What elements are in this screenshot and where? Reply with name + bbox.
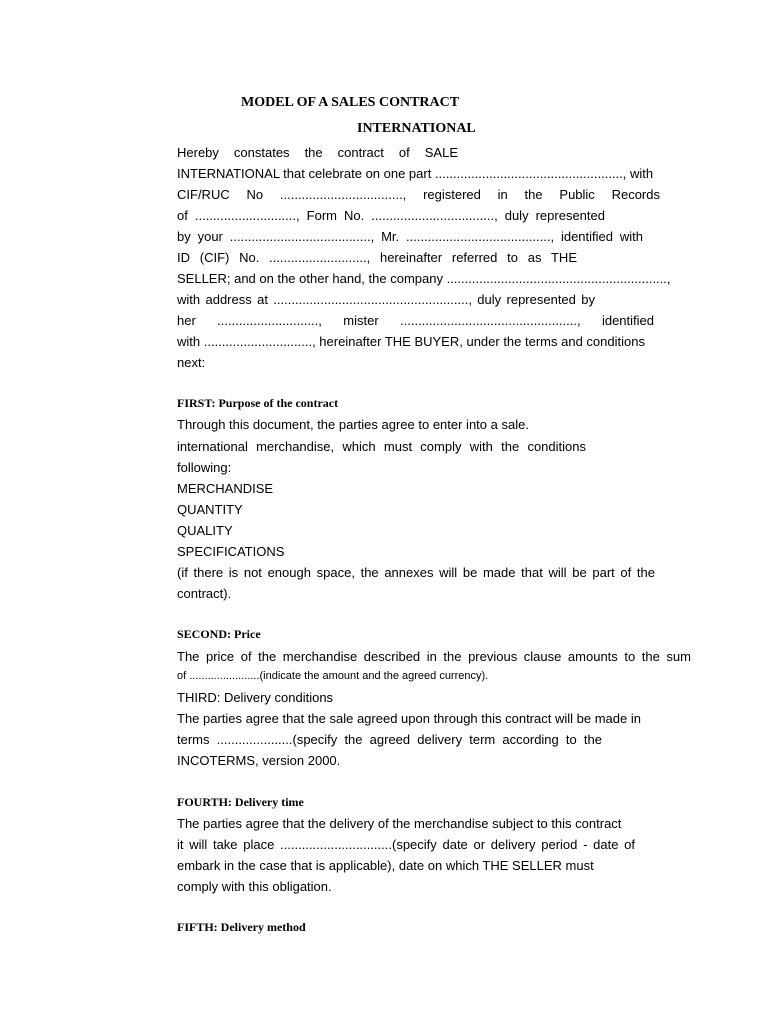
intro-line: CIF/RUC No .................................., registered in the Public Records [177,187,660,202]
document-title: MODEL OF A SALES CONTRACT [241,95,460,110]
section-line: contract). [177,586,232,601]
section-line: following: [177,460,232,475]
intro-line: INTERNATIONAL that celebrate on one part ...................................................., with [177,166,654,181]
section-heading-fourth: FOURTH: Delivery time [177,795,304,809]
section-line: international merchandise, which must comply with the conditions [177,439,586,454]
section-line: QUALITY [177,523,233,538]
intro-line: her ............................, mister ................................................., identified [177,313,654,328]
intro-line: with address at ......................................................, duly represented by [177,292,595,307]
intro-line: with .............................., hereinafter THE BUYER, under the terms and conditions [177,334,645,349]
section-line: INCOTERMS, version 2000. [177,753,341,768]
section-line: QUANTITY [177,502,243,517]
section-heading-fifth: FIFTH: Delivery method [177,920,306,934]
section-line: (if there is not enough space, the annexes will be made that will be part of the [177,565,655,580]
section-heading-first: FIRST: Purpose of the contract [177,396,339,410]
section-heading-second: SECOND: Price [177,627,261,641]
document-subtitle: INTERNATIONAL [357,121,476,136]
section-line: Through this document, the parties agree to enter into a sale. [177,417,529,432]
intro-line: by your ......................................., Mr. ........................................, identified with [177,229,643,244]
section-heading-third: THIRD: Delivery conditions [177,690,334,705]
section-line: MERCHANDISE [177,481,274,496]
section-line: comply with this obligation. [177,879,332,894]
intro-line: of ............................, Form No. .................................., duly represented [177,208,605,223]
intro-line: SELLER; and on the other hand, the company ............................................................., [177,271,671,286]
section-line: terms .....................(specify the agreed delivery term according to the [177,732,602,747]
intro-line: next: [177,355,206,370]
section-line: SPECIFICATIONS [177,544,285,559]
section-line: embark in the case that is applicable), date on which THE SELLER must [177,858,594,873]
section-line: The price of the merchandise described in the previous clause amounts to the sum [177,649,691,664]
section-line: The parties agree that the delivery of the merchandise subject to this contract [177,816,622,831]
section-line: The parties agree that the sale agreed upon through this contract will be made in [177,711,641,726]
intro-line: ID (CIF) No. ..........................., hereinafter referred to as THE [177,250,577,265]
section-line: of .......................(indicate the amount and the agreed currency). [177,670,489,682]
intro-line: Hereby constates the contract of SALE [177,145,458,160]
section-line: it will take place ...............................(specify date or delivery period - date of [177,837,635,852]
